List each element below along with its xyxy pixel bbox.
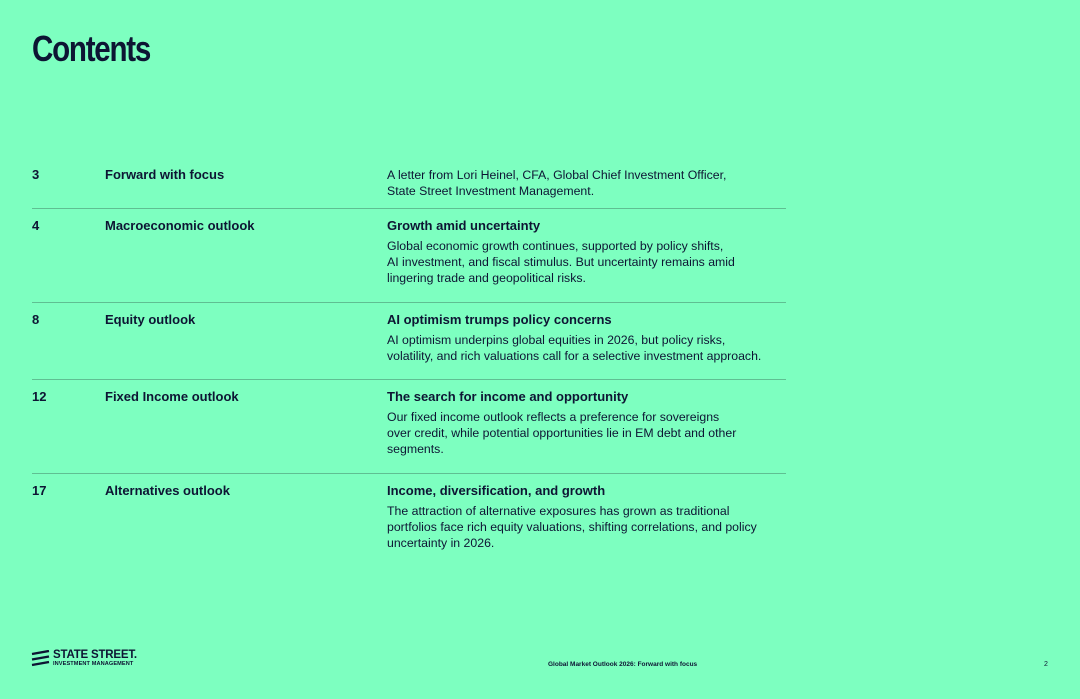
footer-page-number: 2	[1044, 661, 1048, 668]
toc-body-line: uncertainty in 2026.	[387, 536, 495, 550]
toc-description	[387, 474, 786, 561]
logo-subtitle: INVESTMENT MANAGEMENT	[53, 661, 134, 667]
toc-section-title[interactable]: Alternatives outlook	[105, 483, 230, 498]
page-title: Contents	[32, 28, 151, 69]
toc-body	[387, 332, 786, 364]
toc-description	[387, 209, 786, 296]
toc-body-line: segments.	[387, 442, 444, 456]
toc-row-fixed-income-outlook[interactable]	[32, 380, 786, 474]
toc-heading: The search for income and opportunity	[387, 389, 629, 404]
toc-body-line: volatility, and rich valuations call for a selective investment approach.	[387, 349, 762, 363]
toc-body	[387, 503, 786, 551]
toc-description	[387, 380, 786, 467]
toc-heading: AI optimism trumps policy concerns	[387, 312, 612, 327]
toc-page-number: 17	[32, 483, 47, 498]
toc-body-line: Global economic growth continues, supported by policy shifts,	[387, 239, 724, 253]
toc-page-number: 12	[32, 389, 47, 404]
toc-body-line: over credit, while potential opportunities lie in EM debt and other	[387, 426, 737, 440]
toc-body-line: Our fixed income outlook reflects a preference for sovereigns	[387, 410, 720, 424]
state-street-logo	[31, 649, 161, 669]
toc-body	[387, 409, 786, 457]
toc-description	[387, 158, 786, 209]
footer-title: Global Market Outlook 2026: Forward with focus	[548, 661, 698, 668]
table-of-contents	[32, 158, 786, 567]
toc-section-title[interactable]: Equity outlook	[105, 312, 196, 327]
toc-body-line: The attraction of alternative exposures has grown as traditional	[387, 504, 730, 518]
toc-body-line: lingering trade and geopolitical risks.	[387, 271, 586, 285]
toc-page-number: 8	[32, 312, 40, 327]
toc-body-line: State Street Investment Management.	[387, 184, 595, 198]
toc-section-title[interactable]: Macroeconomic outlook	[105, 218, 255, 233]
toc-body-line: A letter from Lori Heinel, CFA, Global Chief Investment Officer,	[387, 168, 727, 182]
toc-body	[387, 167, 786, 199]
toc-heading: Growth amid uncertainty	[387, 218, 541, 233]
toc-section-title[interactable]: Fixed Income outlook	[105, 389, 239, 404]
toc-page-number: 3	[32, 167, 40, 182]
toc-body-line: AI optimism underpins global equities in 2026, but policy risks,	[387, 333, 726, 347]
state-street-stripes-icon	[31, 650, 50, 667]
toc-page-number: 4	[32, 218, 40, 233]
toc-row-alternatives-outlook[interactable]	[32, 474, 786, 567]
logo-name: STATE STREET.	[53, 649, 137, 661]
toc-heading: Income, diversification, and growth	[387, 483, 606, 498]
toc-body-line: AI investment, and fiscal stimulus. But uncertainty remains amid	[387, 255, 735, 269]
toc-body	[387, 238, 786, 286]
toc-description	[387, 303, 786, 374]
toc-row-equity-outlook[interactable]	[32, 303, 786, 380]
toc-body-line: portfolios face rich equity valuations, shifting correlations, and policy	[387, 520, 757, 534]
toc-section-title[interactable]: Forward with focus	[105, 167, 225, 182]
toc-row-forward-with-focus[interactable]	[32, 158, 786, 209]
toc-row-macroeconomic-outlook[interactable]	[32, 209, 786, 303]
